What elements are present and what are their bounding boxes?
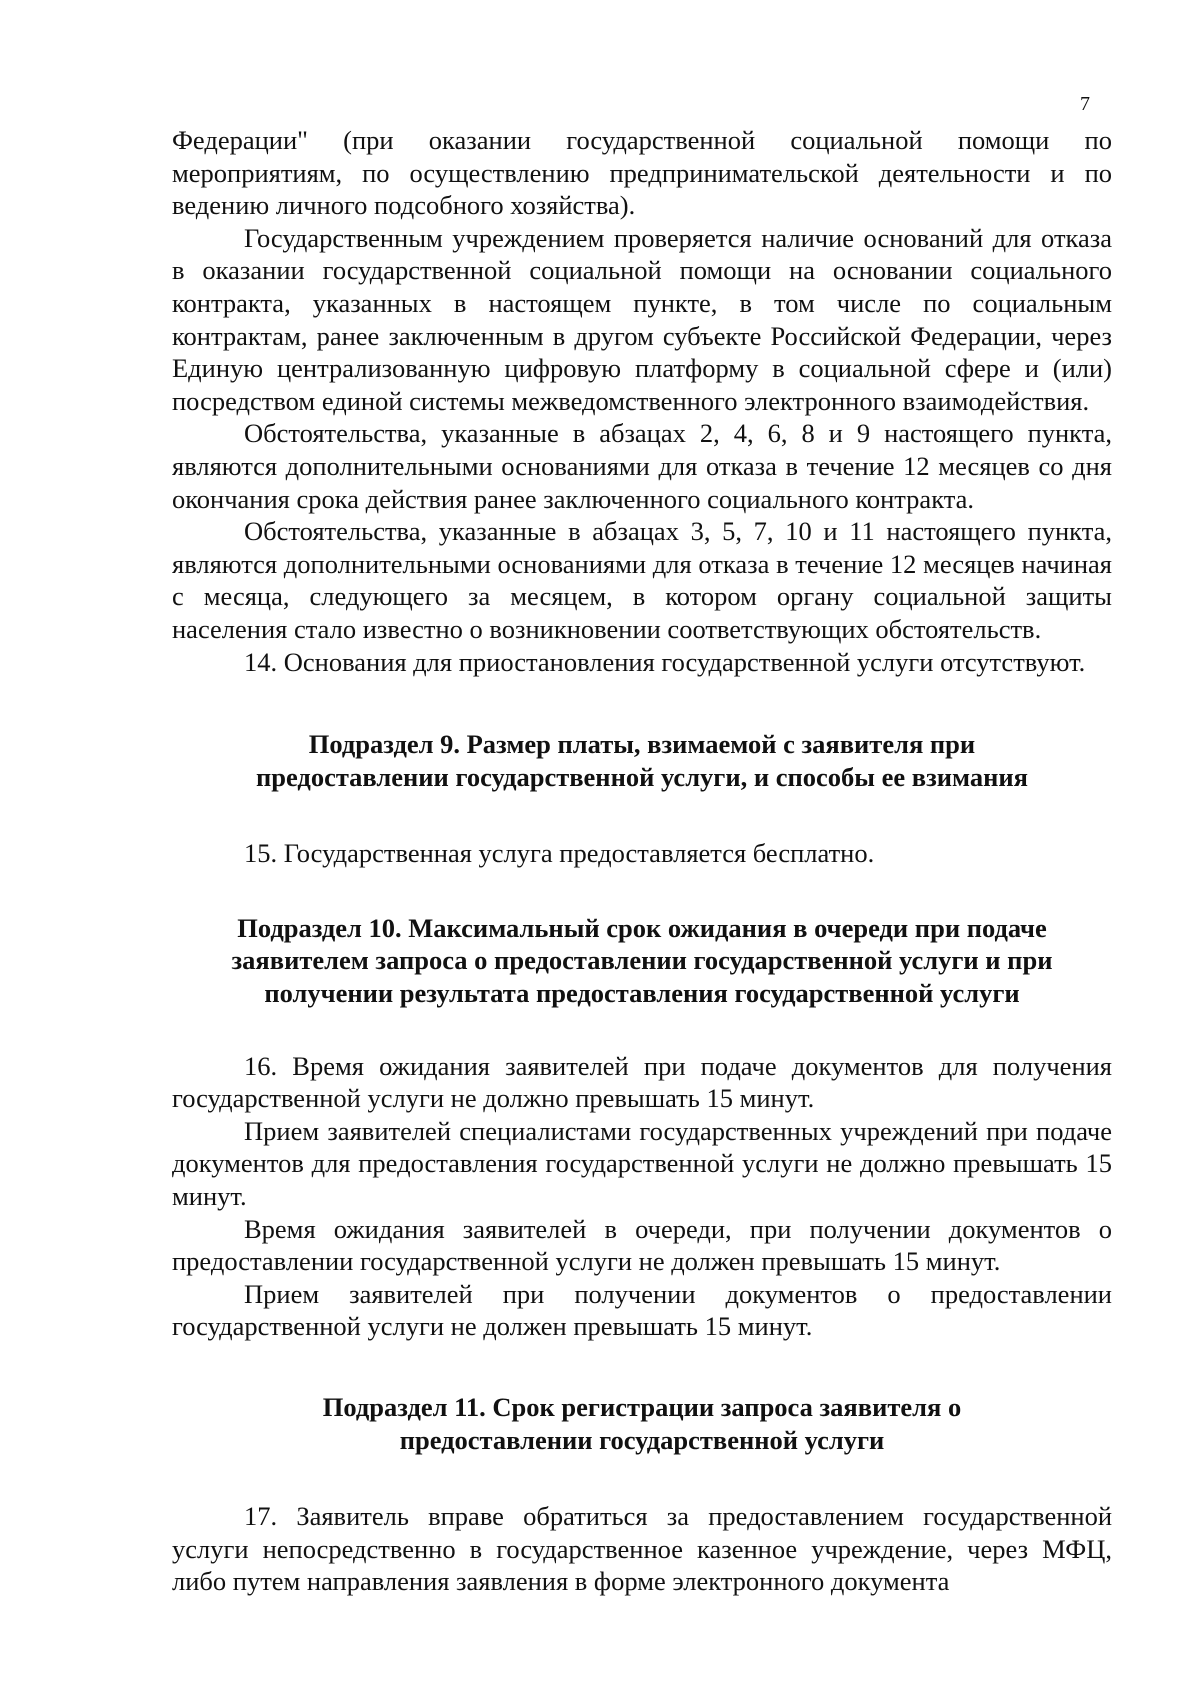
paragraph-reception-results: Прием заявителей при получении документов о предоставлении государственной услуги не должен превышать 15 минут. [172,1278,1112,1342]
paragraph-clause-16: 16. Время ожидания заявителей при подаче документов для получения государственной услуги не должно превышать 15 минут. [172,1050,1112,1114]
subsection-10-heading-line-3: получении результата предоставления государственной услуги [264,978,1020,1009]
paragraph-waiting-queue: Время ожидания заявителей в очереди, при получении документов о предоставлении государственной услуги не должен превышать 15 минут. [172,1213,1112,1277]
subsection-11-heading-line-2: предоставлении государственной услуги [399,1424,885,1455]
subsection-10-heading [172,912,1112,1010]
document-body [172,124,1112,1598]
subsection-9-heading-line-1: Подраздел 9. Размер платы, взимаемой с заявителя при [308,729,976,760]
paragraph-clause-15: 15. Государственная услуга предоставляется бесплатно. [244,838,875,869]
subsection-11-heading-line-1: Подраздел 11. Срок регистрации запроса заявителя о [322,1392,962,1422]
paragraph-circumstances-even: Обстоятельства, указанные в абзацах 2, 4, 6, 8 и 9 настоящего пункта, являются дополнительными основаниями для отказа в течение 12 месяцев со дня окончания срока действия ранее заключенного социального контракта. [172,418,1112,514]
subsection-9-heading [172,728,1112,793]
subsection-11-heading [172,1391,1112,1456]
subsection-9-heading-line-2: предоставлении государственной услуги, и способы ее взимания [256,761,1028,792]
paragraph-reception-specialists: Прием заявителей специалистами государственных учреждений при подаче документов для предоставления государственной услуги не должно превышать 15 минут. [172,1115,1112,1212]
paragraph-clause-14: 14. Основания для приостановления государственной услуги отсутствуют. [244,646,1086,677]
subsection-10-heading-line-1: Подраздел 10. Максимальный срок ожидания в очереди при подаче [237,912,1047,943]
paragraph-clause-17: 17. Заявитель вправе обратиться за предоставлением государственной услуги непосредственно в государственное казенное учреждение, через МФЦ, либо путем направления заявления в форме электронного документа [172,1501,1112,1597]
paragraph-continuation: Федерации" (при оказании государственной социальной помощи по мероприятиям, по осуществлению предпринимательской деятельности и по ведению личного подсобного хозяйства). [172,125,1112,221]
paragraph-verification: Государственным учреждением проверяется наличие оснований для отказа в оказании государственной социальной помощи на основании социального контракта, указанных в настоящем пункте, в том числе по социальным контрактам, ранее заключенным в другом субъекте Российской Федерации, через Единую централизованную цифровую платформу в социальной сфере и (или) посредством единой системы межведомственного электронного взаимодействия. [172,222,1112,416]
page-number: 7 [1080,93,1090,115]
subsection-10-heading-line-2: заявителем запроса о предоставлении государственной услуги и при [231,945,1053,976]
paragraph-circumstances-odd: Обстоятельства, указанные в абзацах 3, 5, 7, 10 и 11 настоящего пункта, являются дополнительными основаниями для отказа в течение 12 месяцев начиная с месяца, следующего за месяцем, в котором органу социальной защиты населения стало известно о возникновении соответствующих обстоятельств. [172,516,1112,644]
